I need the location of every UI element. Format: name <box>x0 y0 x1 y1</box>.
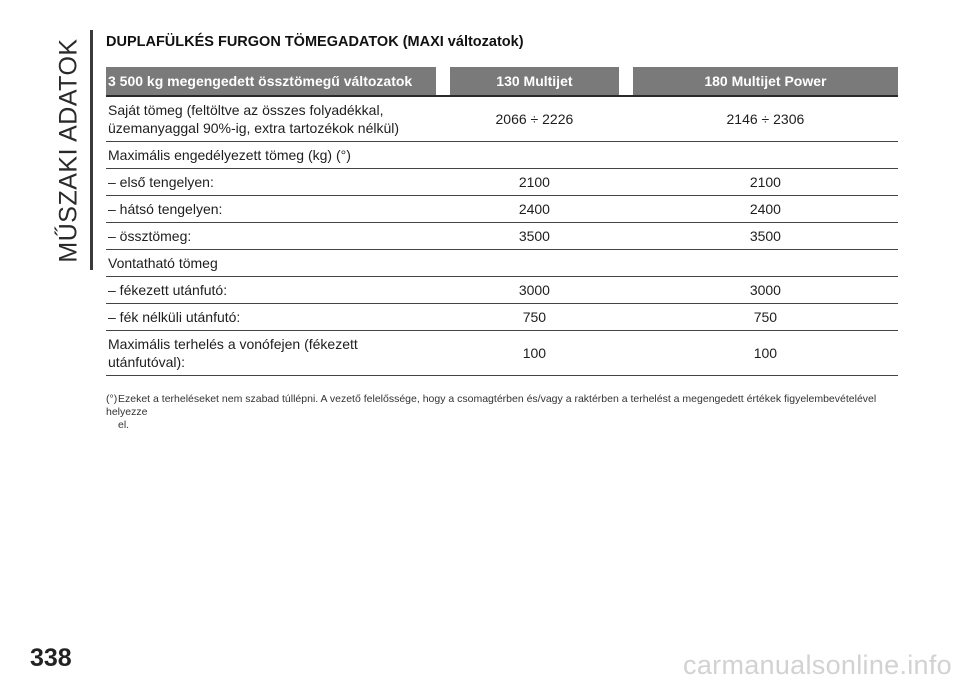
row-value-180: 2100 <box>633 169 898 196</box>
table-header-row <box>106 67 898 97</box>
row-label: Maximális engedélyezett tömeg (kg) (°) <box>106 142 436 169</box>
row-value-180: 3500 <box>633 223 898 250</box>
row-value-130: 2400 <box>450 196 619 223</box>
header-130-multijet: 130 Multijet <box>450 67 619 97</box>
row-value-130 <box>450 250 619 277</box>
footnote-continuation: el. <box>118 419 130 431</box>
row-label: Saját tömeg (feltöltve az összes folyadékkal, üzemanyaggal 90%-ig, extra tartozékok nélkül) <box>106 97 436 142</box>
row-value-180: 2146 ÷ 2306 <box>633 97 898 142</box>
row-value-180: 3000 <box>633 277 898 304</box>
row-value-180: 750 <box>633 304 898 331</box>
row-label: – össztömeg: <box>106 223 436 250</box>
page-number: 338 <box>30 644 72 672</box>
row-value-130: 2066 ÷ 2226 <box>450 97 619 142</box>
row-value-130: 2100 <box>450 169 619 196</box>
table-row <box>106 277 898 304</box>
footnote <box>106 393 898 432</box>
table-row <box>106 97 898 142</box>
table-row <box>106 304 898 331</box>
section-tab <box>52 30 86 270</box>
header-180-multijet-power: 180 Multijet Power <box>633 67 898 97</box>
row-value-130: 3500 <box>450 223 619 250</box>
row-value-180: 100 <box>633 331 898 376</box>
row-label: Maximális terhelés a vonófejen (fékezett utánfutóval): <box>106 331 436 376</box>
table-row <box>106 196 898 223</box>
row-label: Vontatható tömeg <box>106 250 436 277</box>
row-value-180: 2400 <box>633 196 898 223</box>
row-label: – hátsó tengelyen: <box>106 196 436 223</box>
section-tab-label: MŰSZAKI ADATOK <box>54 37 83 263</box>
row-value-130 <box>450 142 619 169</box>
row-label: – fék nélküli utánfutó: <box>106 304 436 331</box>
row-value-180 <box>633 142 898 169</box>
row-value-130: 3000 <box>450 277 619 304</box>
table-row <box>106 142 898 169</box>
mass-data-table <box>106 67 898 376</box>
row-value-130: 100 <box>450 331 619 376</box>
footnote-text: Ezeket a terheléseket nem szabad túllépni. A vezető felelőssége, hogy a csomagtérben és/vagy a raktérben a terhelést a megengedett értékek figyelembevételével helyezze <box>106 393 877 418</box>
page-title: DUPLAFÜLKÉS FURGON TÖMEGADATOK (MAXI változatok) <box>106 34 524 50</box>
header-gap <box>436 67 450 97</box>
table-row <box>106 331 898 376</box>
footnote-mark: (°) <box>106 393 118 405</box>
watermark: carmanualsonline.info <box>683 650 952 680</box>
header-gap <box>619 67 633 97</box>
table-row <box>106 169 898 196</box>
row-label: – első tengelyen: <box>106 169 436 196</box>
header-variant: 3 500 kg megengedett össztömegű változatok <box>106 67 436 97</box>
table-row <box>106 250 898 277</box>
row-value-180 <box>633 250 898 277</box>
table-row <box>106 223 898 250</box>
row-value-130: 750 <box>450 304 619 331</box>
section-divider <box>90 30 93 270</box>
row-label: – fékezett utánfutó: <box>106 277 436 304</box>
